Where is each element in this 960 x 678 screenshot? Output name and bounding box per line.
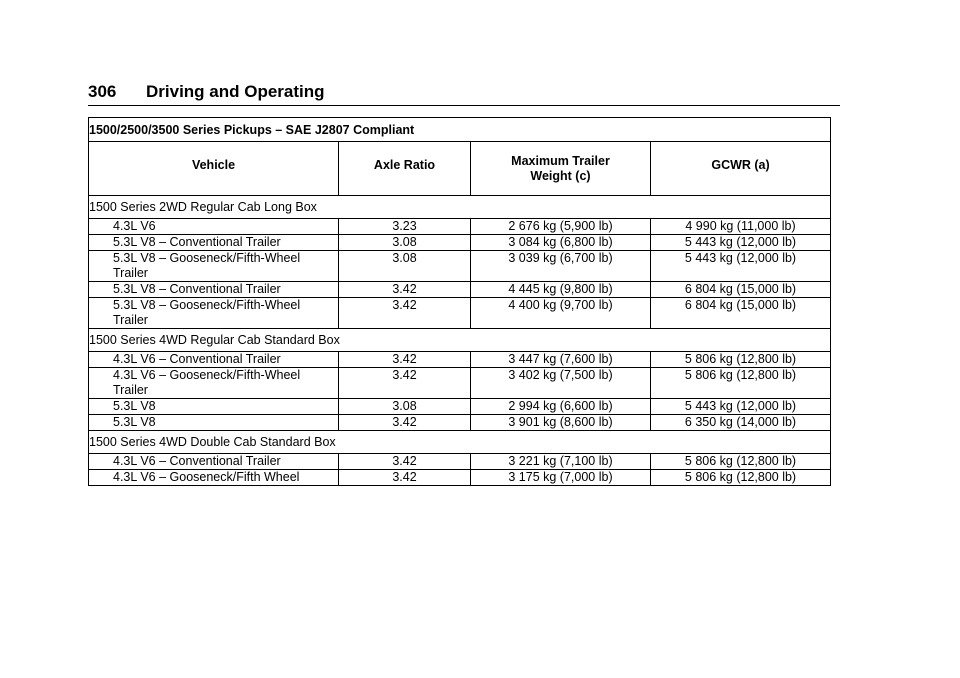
header-rule bbox=[88, 105, 840, 106]
gcwr-cell: 5 806 kg (12,800 lb) bbox=[651, 368, 831, 399]
table-row bbox=[89, 251, 831, 282]
gcwr-cell: 6 804 kg (15,000 lb) bbox=[651, 282, 831, 298]
page-header bbox=[88, 82, 838, 106]
max-trailer-weight-cell: 3 901 kg (8,600 lb) bbox=[471, 415, 651, 431]
axle-ratio-cell: 3.23 bbox=[339, 219, 471, 235]
group-row bbox=[89, 329, 831, 352]
max-trailer-weight-cell: 3 221 kg (7,100 lb) bbox=[471, 454, 651, 470]
max-trailer-weight-cell: 3 039 kg (6,700 lb) bbox=[471, 251, 651, 282]
column-header-axle-ratio: Axle Ratio bbox=[339, 142, 471, 196]
column-header-vehicle: Vehicle bbox=[89, 142, 339, 196]
page-number: 306 bbox=[88, 82, 117, 101]
vehicle-cell: 4.3L V6 – Conventional Trailer bbox=[89, 352, 339, 368]
vehicle-cell: 5.3L V8 – Gooseneck/Fifth-Wheel Trailer bbox=[89, 251, 339, 282]
max-trailer-weight-cell: 3 447 kg (7,600 lb) bbox=[471, 352, 651, 368]
vehicle-cell: 4.3L V6 bbox=[89, 219, 339, 235]
table-row bbox=[89, 399, 831, 415]
vehicle-cell: 5.3L V8 – Conventional Trailer bbox=[89, 235, 339, 251]
section-title: Driving and Operating bbox=[146, 82, 325, 101]
vehicle-cell: 5.3L V8 – Gooseneck/Fifth-Wheel Trailer bbox=[89, 298, 339, 329]
max-trailer-weight-cell: 2 676 kg (5,900 lb) bbox=[471, 219, 651, 235]
max-trailer-weight-cell: 4 445 kg (9,800 lb) bbox=[471, 282, 651, 298]
towing-spec-table bbox=[88, 117, 831, 486]
axle-ratio-cell: 3.42 bbox=[339, 470, 471, 486]
table-row bbox=[89, 298, 831, 329]
table-body bbox=[89, 196, 831, 486]
column-header-gcwr: GCWR (a) bbox=[651, 142, 831, 196]
vehicle-cell: 4.3L V6 – Gooseneck/Fifth Wheel bbox=[89, 470, 339, 486]
gcwr-cell: 5 806 kg (12,800 lb) bbox=[651, 352, 831, 368]
vehicle-cell: 4.3L V6 – Conventional Trailer bbox=[89, 454, 339, 470]
table-row bbox=[89, 352, 831, 368]
vehicle-cell: 5.3L V8 bbox=[89, 415, 339, 431]
vehicle-cell: 5.3L V8 – Conventional Trailer bbox=[89, 282, 339, 298]
table-row bbox=[89, 282, 831, 298]
table-row bbox=[89, 219, 831, 235]
table-row bbox=[89, 235, 831, 251]
group-row bbox=[89, 196, 831, 219]
axle-ratio-cell: 3.08 bbox=[339, 399, 471, 415]
gcwr-cell: 5 806 kg (12,800 lb) bbox=[651, 454, 831, 470]
axle-ratio-cell: 3.08 bbox=[339, 251, 471, 282]
axle-ratio-cell: 3.42 bbox=[339, 415, 471, 431]
gcwr-cell: 4 990 kg (11,000 lb) bbox=[651, 219, 831, 235]
axle-ratio-cell: 3.42 bbox=[339, 352, 471, 368]
max-trailer-weight-cell: 3 084 kg (6,800 lb) bbox=[471, 235, 651, 251]
axle-ratio-cell: 3.08 bbox=[339, 235, 471, 251]
gcwr-cell: 5 443 kg (12,000 lb) bbox=[651, 251, 831, 282]
group-title: 1500 Series 4WD Double Cab Standard Box bbox=[89, 431, 831, 454]
axle-ratio-cell: 3.42 bbox=[339, 454, 471, 470]
axle-ratio-cell: 3.42 bbox=[339, 368, 471, 399]
table-row bbox=[89, 454, 831, 470]
table-caption: 1500/2500/3500 Series Pickups – SAE J2807 Compliant bbox=[89, 118, 831, 142]
gcwr-cell: 5 443 kg (12,000 lb) bbox=[651, 399, 831, 415]
group-title: 1500 Series 4WD Regular Cab Standard Box bbox=[89, 329, 831, 352]
max-trailer-weight-cell: 4 400 kg (9,700 lb) bbox=[471, 298, 651, 329]
table-row bbox=[89, 470, 831, 486]
vehicle-cell: 5.3L V8 bbox=[89, 399, 339, 415]
table-row bbox=[89, 415, 831, 431]
gcwr-cell: 6 350 kg (14,000 lb) bbox=[651, 415, 831, 431]
group-title: 1500 Series 2WD Regular Cab Long Box bbox=[89, 196, 831, 219]
axle-ratio-cell: 3.42 bbox=[339, 298, 471, 329]
max-trailer-weight-cell: 3 402 kg (7,500 lb) bbox=[471, 368, 651, 399]
axle-ratio-cell: 3.42 bbox=[339, 282, 471, 298]
gcwr-cell: 5 443 kg (12,000 lb) bbox=[651, 235, 831, 251]
gcwr-cell: 6 804 kg (15,000 lb) bbox=[651, 298, 831, 329]
table-row bbox=[89, 368, 831, 399]
max-trailer-weight-cell: 3 175 kg (7,000 lb) bbox=[471, 470, 651, 486]
gcwr-cell: 5 806 kg (12,800 lb) bbox=[651, 470, 831, 486]
max-trailer-weight-cell: 2 994 kg (6,600 lb) bbox=[471, 399, 651, 415]
column-header-max-trailer-weight: Maximum Trailer Weight (c) bbox=[471, 142, 651, 196]
group-row bbox=[89, 431, 831, 454]
vehicle-cell: 4.3L V6 – Gooseneck/Fifth-Wheel Trailer bbox=[89, 368, 339, 399]
